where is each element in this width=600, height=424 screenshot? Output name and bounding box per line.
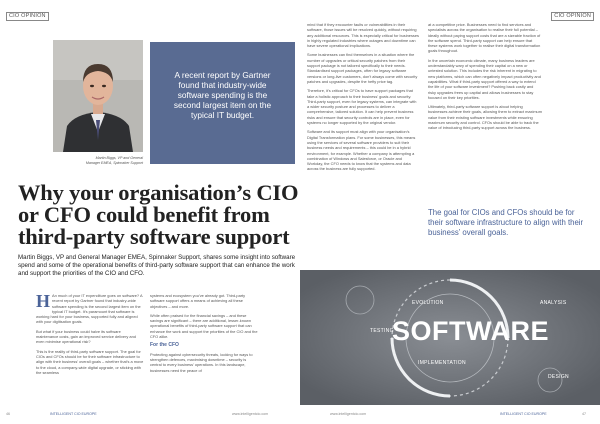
label-evolution: EVOLUTION xyxy=(412,300,444,306)
caption-line-2: Manager EMEA, Spinnaker Support xyxy=(85,160,143,165)
body-column-1 xyxy=(36,293,144,405)
paragraph: mind that if they encounter faults or vulnerabilities in their software, those issues will be resolved quickly, without requiring any additional resources. This is especially critical for businesses in highly regulated industries where outages and downtime can have severe operational implications. xyxy=(307,22,419,49)
paragraph: systems and ecosystem you’ve already got. Third-party software support offers a means of achieving all these objectives – and more. xyxy=(150,293,246,309)
author-photo xyxy=(53,40,143,152)
paragraph: Therefore, it’s critical for CFOs to have support packages that take a holistic approach to their business’ goals and security. Third-party support, even for legacy systems, can integrate with a wider security posture and processes to deliver a comprehensive, tailored solution. It can help prevent business risks and ensure that security controls are in place, even for systems no longer supported by the original vendor. xyxy=(307,88,417,126)
pull-quote: The goal for CIOs and CFOs should be for their software infrastructure to align with their business’ overall goals. xyxy=(428,208,584,237)
website-left: www.intelligentcio.com xyxy=(232,412,269,416)
label-analysis: ANALYSIS xyxy=(540,300,567,306)
portrait-image xyxy=(53,40,143,152)
photo-caption xyxy=(70,156,143,165)
body-column-3 xyxy=(307,22,419,270)
quote-text: A recent report by Gartner found that industry-wide software spending is the second largest item on the typical IT budget. xyxy=(173,70,272,120)
quote-box xyxy=(150,42,295,164)
paragraph: Some businesses can find themselves in a situation where the number of upgrades or critical security patches from their support package is not tailored specifically to their needs. Standardised support packages, often for legacy software versions or long-live customers, don’t always come with security patches and upgrades, despite the hefty price tag. xyxy=(307,52,418,84)
section-tag-right: CIO OPINION xyxy=(551,12,594,21)
standfirst: Martin Biggs, VP and General Manager EMEA, Spinnaker Support, shares some insight into software spend and some of the operational benefits of third-party software support that can enhance the work and support the priorities of the CIO and CFO. xyxy=(18,254,296,277)
paragraph: Protecting against cybersecurity threats, looking for ways to strengthen defences, maximising downtime – security is central to every business’ operations. In this landscape, businesses need the peace of xyxy=(150,351,253,373)
paragraph: at a competitive price. Businesses need to find services and specialists across the organisation to realise their full potential – ideally without paying support costs that are a sizeable fraction of the software spend. Third-party support can help ensure that these systems work together to realise their digital transformation goals throughout. xyxy=(428,22,541,54)
subheading: For the CFO xyxy=(150,342,179,349)
paragraph: But what if your business could halve its software maintenance costs, gain an improved service delivery and even minimise operational risk? xyxy=(36,328,136,345)
paragraph: This is the reality of third-party software support. The goal for CIOs and CFOs should be for their software infrastructure to align with their business’ overall goals – whether that’s a move to the cloud, a company-wide digital upgrade, or sticking with the seamless xyxy=(36,348,144,375)
drop-cap: H xyxy=(36,293,51,311)
body-column-4 xyxy=(428,22,542,192)
caption-line-1: Martin Biggs, VP and General xyxy=(95,156,143,160)
magazine-name-right: INTELLIGENT CIO EUROPE xyxy=(500,412,547,416)
label-testing: TESTING xyxy=(370,328,394,334)
magazine-name-left: INTELLIGENT CIO EUROPE xyxy=(50,412,97,416)
label-implementation: IMPLEMENTATION xyxy=(418,360,466,366)
headline: Why your organisation’s CIO or CFO could benefit from third-party software support xyxy=(18,180,299,249)
label-design: DESIGN xyxy=(548,374,569,380)
body-column-2 xyxy=(150,293,258,405)
paragraph: While often praised for the financial savings – and these savings are significant – there are additional, lesser-known operational benefits of third-party software support that can enhance the work and support the priorities of the CIO and the CFO alike. xyxy=(150,312,258,340)
section-tag-left: CIO OPINION xyxy=(6,12,49,21)
page-number-left: 46 xyxy=(6,412,10,416)
paragraph: Software and its support must align with your organisation’s Digital Transformation plans. For some businesses, this means using the services of several software providers to suit their business needs and requirements – this could be in a hybrid environment, for example. Whether a company is attempting a combination of Windows and Salesforce, or Oracle and Workday, the CFO needs to know that the systems and data across the business are fully supported. xyxy=(307,129,416,172)
paragraph: Ultimately, third-party software support is about helping businesses achieve their goals, allowing them to extract maximum value from their existing software investments while ensuring maximum security and control. CFOs should be able to track the value of introducing third-party support across the business. xyxy=(428,104,542,131)
paragraph: An much of your IT expenditure goes on software? A recent report by Gartner found that industry-wide software spending is the second largest item on the typical IT budget. It’s paramount that software is working hard for your business, supported fully and aligned with your digitisation goals. xyxy=(36,293,143,325)
software-word: SOFTWARE xyxy=(392,316,549,346)
website-right: www.intelligentcio.com xyxy=(330,412,367,416)
paragraph: In the uncertain economic climate, many business leaders are understandably wary of spending their capital on a new or untested solution. This includes the risk inherent in migrating to new platforms, which can often negatively impact productivity and capabilities. What if third-party support offered a way to extend the life of your software investment? Pushing back costly and risky upgrades frees up capital and allows businesses to stay focused on their key priorities. xyxy=(428,57,541,100)
page-number-right: 47 xyxy=(582,412,586,416)
software-graphic xyxy=(300,270,600,405)
